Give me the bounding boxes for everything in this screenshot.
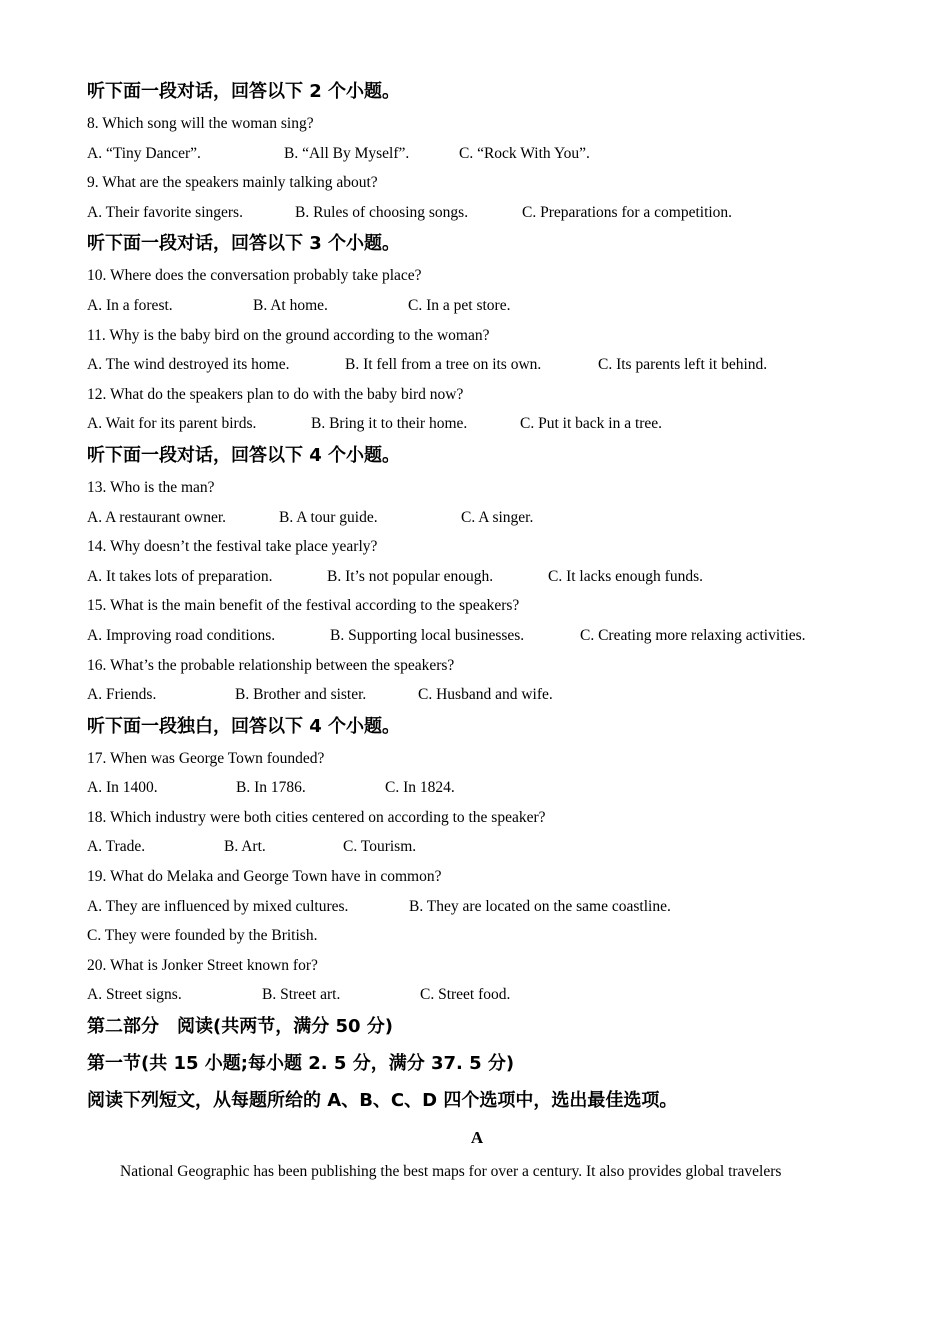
option-a: A. In 1400. [87, 779, 158, 797]
options-12 [87, 414, 867, 434]
option-a: A. “Tiny Dancer”. [87, 144, 201, 162]
options-17 [87, 778, 867, 798]
question-10: 10. Where does the conversation probably take place? [87, 267, 422, 285]
section-heading: 第一节(共 15 小题;每小题 2. 5 分，满分 37. 5 分) [87, 1053, 515, 1075]
option-b: B. Brother and sister. [235, 686, 367, 704]
option-b: B. They are located on the same coastline. [409, 897, 671, 915]
option-b: B. “All By Myself”. [284, 144, 410, 162]
instruction: 阅读下列短文，从每题所给的 A、B、C、D 四个选项中，选出最佳选项。 [87, 1090, 678, 1112]
options-16 [87, 685, 867, 705]
option-b: B. In 1786. [236, 779, 306, 797]
exam-page [87, 80, 867, 1182]
option-c: C. A singer. [461, 508, 534, 526]
part-heading: 第二部分 阅读(共两节，满分 50 分) [87, 1016, 394, 1038]
passage-title: A [470, 1128, 484, 1148]
option-c: C. In 1824. [385, 779, 455, 797]
question-19: 19. What do Melaka and George Town have in common? [87, 868, 442, 886]
question-17: 17. When was George Town founded? [87, 749, 325, 767]
options-19 [87, 897, 867, 917]
option-c: C. They were founded by the British. [87, 927, 318, 945]
options-14 [87, 567, 867, 587]
options-18 [87, 837, 867, 857]
options-9 [87, 203, 867, 223]
option-a: A. Wait for its parent birds. [87, 415, 257, 433]
option-b: B. Art. [224, 838, 266, 856]
passage-text: National Geographic has been publishing the best maps for over a century. It also provides global travelers [120, 1163, 782, 1181]
option-c: C. It lacks enough funds. [548, 567, 703, 585]
section-heading: 听下面一段独白，回答以下 4 个小题。 [87, 715, 401, 737]
section-heading: 听下面一段对话，回答以下 3 个小题。 [87, 233, 401, 255]
question-18: 18. Which industry were both cities centered on according to the speaker? [87, 808, 546, 826]
option-a: A. Friends. [87, 686, 157, 704]
option-c: C. Tourism. [343, 838, 417, 856]
option-c: C. Preparations for a competition. [522, 203, 733, 221]
option-b: B. It’s not popular enough. [327, 567, 494, 585]
option-a: A. Trade. [87, 838, 146, 856]
option-b: B. It fell from a tree on its own. [345, 356, 542, 374]
option-a: A. It takes lots of preparation. [87, 567, 273, 585]
option-c: C. Street food. [420, 986, 511, 1004]
options-8 [87, 144, 867, 164]
option-a: A. Improving road conditions. [87, 626, 276, 644]
option-a: A. The wind destroyed its home. [87, 356, 290, 374]
options-10 [87, 296, 867, 316]
question-16: 16. What’s the probable relationship between the speakers? [87, 656, 455, 674]
question-9: 9. What are the speakers mainly talking about? [87, 174, 378, 192]
question-11: 11. Why is the baby bird on the ground according to the woman? [87, 326, 490, 344]
option-c: C. In a pet store. [408, 296, 511, 314]
section-heading: 听下面一段对话，回答以下 4 个小题。 [87, 444, 401, 466]
question-20: 20. What is Jonker Street known for? [87, 956, 318, 974]
options-15 [87, 626, 867, 646]
option-a: A. A restaurant owner. [87, 508, 227, 526]
question-15: 15. What is the main benefit of the festival according to the speakers? [87, 597, 520, 615]
option-c: C. Its parents left it behind. [598, 356, 768, 374]
option-c: C. “Rock With You”. [459, 144, 590, 162]
option-b: B. Supporting local businesses. [330, 626, 525, 644]
question-14: 14. Why doesn’t the festival take place yearly? [87, 538, 378, 556]
option-b: B. Bring it to their home. [311, 415, 468, 433]
option-b: B. Rules of choosing songs. [295, 203, 469, 221]
options-11 [87, 355, 867, 375]
section-heading: 听下面一段对话，回答以下 2 个小题。 [87, 81, 401, 102]
option-c: C. Put it back in a tree. [520, 415, 663, 433]
question-12: 12. What do the speakers plan to do with the baby bird now? [87, 385, 464, 403]
option-a: A. Street signs. [87, 986, 182, 1004]
option-a: A. Their favorite singers. [87, 203, 243, 221]
options-20 [87, 985, 867, 1005]
option-b: B. A tour guide. [279, 508, 378, 526]
option-c: C. Creating more relaxing activities. [580, 626, 806, 644]
options-19-cont [87, 926, 867, 946]
option-c: C. Husband and wife. [418, 686, 553, 704]
option-b: B. At home. [253, 296, 328, 314]
option-a: A. In a forest. [87, 296, 173, 314]
question-13: 13. Who is the man? [87, 478, 215, 496]
option-a: A. They are influenced by mixed cultures. [87, 897, 349, 915]
option-b: B. Street art. [262, 986, 341, 1004]
question-8: 8. Which song will the woman sing? [87, 115, 314, 132]
options-13 [87, 508, 867, 528]
